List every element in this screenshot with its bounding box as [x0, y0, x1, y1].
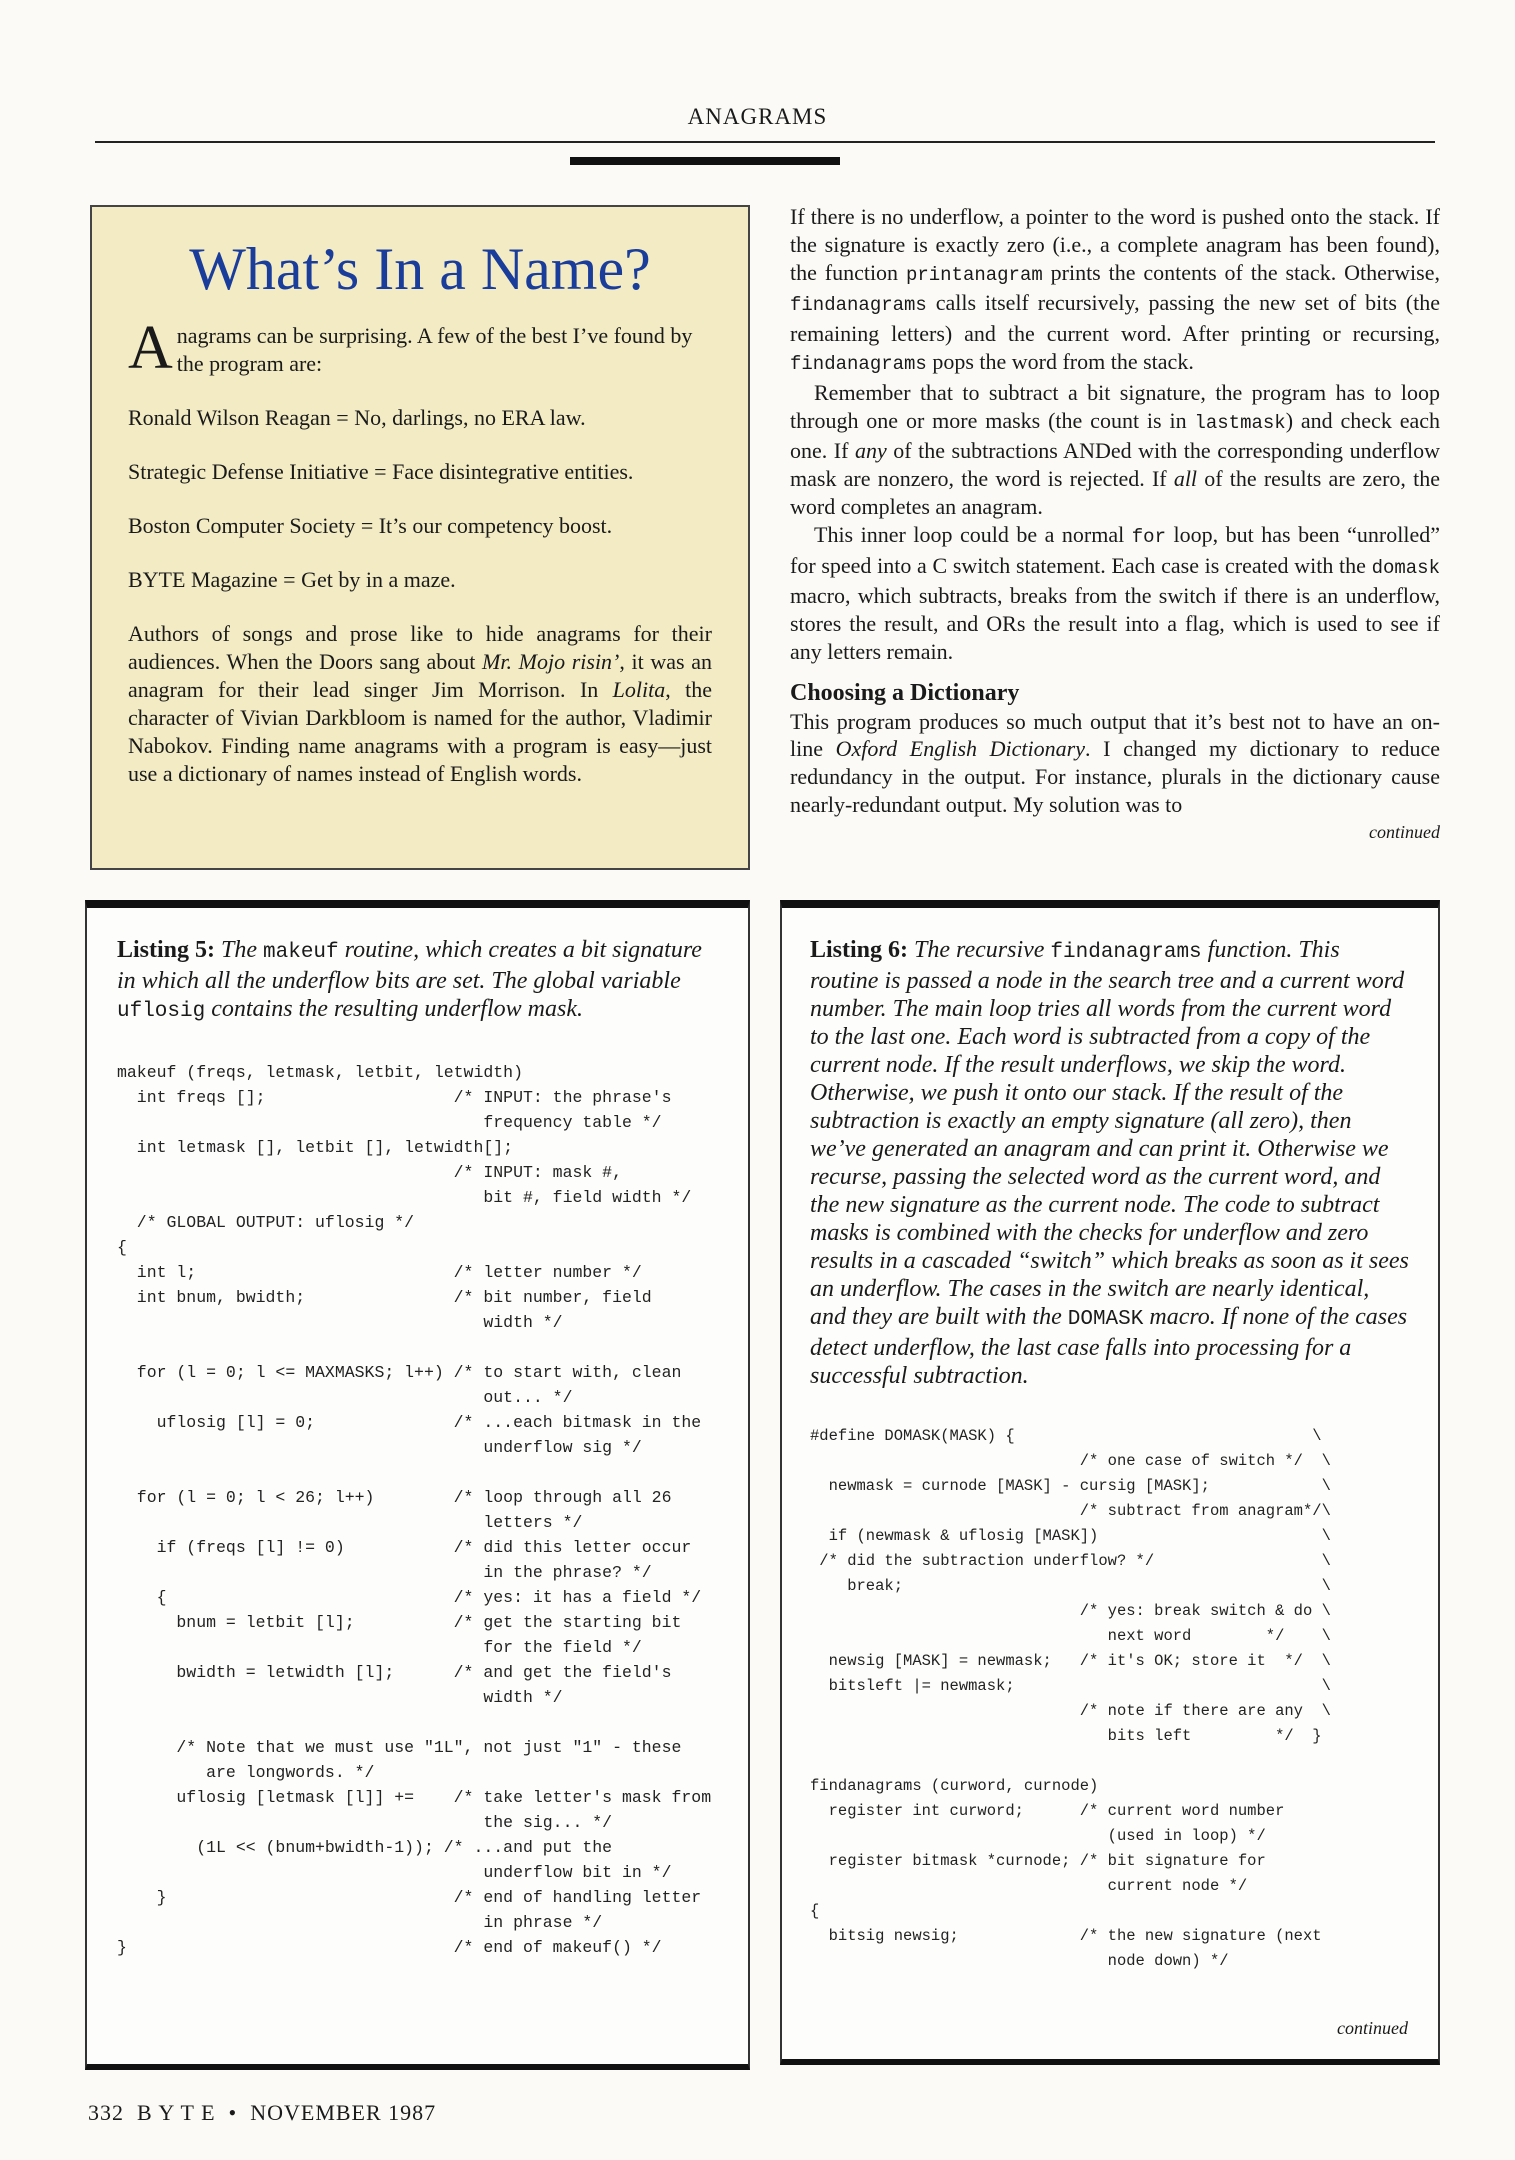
t: routine, which creates a bit signature in which all the underflow bits are set. The global variable: [117, 937, 702, 994]
article-paragraph: [790, 379, 1440, 521]
article-paragraph: [790, 708, 1440, 819]
code-term: findanagrams: [790, 294, 927, 317]
header-rule: [95, 141, 1435, 143]
t: pops the word from the stack.: [926, 348, 1194, 374]
listing-6-caption: [810, 936, 1410, 1390]
t: calls itself recursively, passing the new set of bits (the remaining letters) and the current word. After printing or recursing,: [790, 290, 1440, 347]
t: Lolita: [612, 677, 666, 702]
code-term: findanagrams: [790, 352, 927, 375]
t: If there is no underflow, a pointer to the word is pushed onto the stack. If the signature is exactly zero (i.e., a complete anagram has been found), the function: [790, 204, 1440, 285]
listing-5: [85, 900, 750, 2070]
t: Authors of songs and prose like to hide anagrams for their audiences. When the Doors sang about: [128, 621, 712, 674]
example-4: BYTE Magazine = Get by in a maze.: [128, 567, 456, 592]
code-term: lastmask: [1194, 411, 1286, 434]
article-paragraph: [790, 203, 1440, 379]
intro-text: nagrams can be surprising. A few of the best I’ve found by the program are:: [176, 323, 693, 376]
t: macro. If none of the cases detect underflow, the last case falls into processing for a successful subtraction.: [810, 1304, 1408, 1389]
code-term: DOMASK: [1067, 1308, 1144, 1331]
example-1: Ronald Wilson Reagan = No, darlings, no ERA law.: [128, 405, 586, 430]
sidebar-intro: [128, 314, 712, 382]
code-term: makeuf: [263, 941, 339, 964]
t: Mr. Mojo risin’: [482, 649, 620, 674]
code-term: findanagrams: [1050, 941, 1202, 964]
t: macro, which subtracts, breaks from the switch if there is an underflow, stores the result, and ORs the result into a flag, which is used to see if any letters remain.: [790, 583, 1440, 664]
article-paragraph: [790, 521, 1440, 666]
code-term: printanagram: [905, 263, 1043, 286]
listing-6-code: #define DOMASK(MASK) { \ /* one case of switch */ \ newmask = curnode [MASK] - cursig [MASK]; \ /* subtract from anagram*/\ if (newmask & uflosig [MASK]) \ /* did the subtraction underflow? */ \ break; \ /* yes: break switch & do \ next word */ \ newsig [MASK] = newmask; /* it's OK; store it */ \ bitsleft |= newmask; \ /* note if there are any \ bits left */ } findanagrams (curword, curnode) register int curword; /* current word number (used in loop) */ register bitmask *curnode; /* bit signature for current node */ { bitsig newsig; /* the new signature (next node down) */: [810, 1427, 1331, 1970]
header-bar: [570, 157, 840, 165]
section-header: ANAGRAMS: [687, 104, 828, 129]
listing-5-caption: [117, 936, 718, 1026]
page-footer: 332 B Y T E • NOVEMBER 1987: [88, 2100, 437, 2125]
listing-5-code: makeuf (freqs, letmask, letbit, letwidth) int freqs []; /* INPUT: the phrase's frequency table */ int letmask [], letbit [], letwidth[]; /* INPUT: mask #, bit #, field width */ /* GLOBAL OUTPUT: uflosig */ { int l; /* letter number */ int bnum, bwidth; /* bit number, field width */ for (l = 0; l <= MAXMASKS; l++) /* to start with, clean out... */ uflosig [l] = 0; /* ...each bitmask in the underflow sig */ for (l = 0; l < 26; l++) /* loop through all 26 letters */ if (freqs [l] != 0) /* did this letter occur in the phrase? */ { /* yes: it has a field */ bnum = letbit [l]; /* get the starting bit for the field */ bwidth = letwidth [l]; /* and get the field's width */ /* Note that we must use "1L", not just "1" - these are longwords. */ uflosig [letmask [l]] += /* take letter's mask from the sig... */ (1L << (bnum+bwidth-1)); /* ...and put the underflow bit in */ } /* end of handling letter in phrase */ } /* end of makeuf() */: [117, 1063, 712, 1957]
subheading: Choosing a Dictionary: [790, 679, 1020, 706]
code-term: for: [1131, 525, 1166, 548]
t: Remember that to subtract a bit signature, the program has to loop through one or more masks (the count is in: [790, 379, 1440, 433]
code-term: domask: [1371, 556, 1440, 579]
t: function. This routine is passed a node in the search tree and a current word number. The main loop tries all words from the current word to the last one. Each word is subtracted from a copy of the current node. If the result underflows, we skip the word. Otherwise, we push it onto our stack. If the result of the subtraction is exactly an empty signature (all zero), then we’ve generated an anagram and can print it. Otherwise we recurse, passing the selected word as the current word, and the new signature as the current node. The code to subtract masks is combined with the checks for underflow and zero results in a cascaded “switch” which breaks as soon as it sees an underflow. The cases in the switch are nearly identical, and they are built with the: [810, 937, 1409, 1330]
drop-cap: A: [128, 314, 173, 382]
t: contains the resulting underflow mask.: [205, 996, 583, 1022]
t: , it was an anagram for their lead singer Jim Morrison. In: [128, 649, 713, 702]
listing-6: [780, 900, 1440, 2065]
t: prints the contents of the stack. Otherwise,: [1042, 259, 1440, 285]
example-3: Boston Computer Society = It’s our competency boost.: [128, 513, 613, 538]
t: This program produces so much output that it’s best not to have an on-line: [790, 708, 1440, 762]
t: Oxford English Dictionary: [835, 736, 1085, 762]
article-column: [790, 203, 1440, 847]
t: any: [854, 438, 887, 464]
sidebar-closing: [128, 620, 712, 788]
t: The: [215, 937, 264, 963]
t: ) and check each one. If: [790, 407, 1440, 464]
sidebar-title: What’s In a Name?: [189, 236, 651, 302]
t: all: [1173, 466, 1198, 492]
continued-label: continued: [1369, 821, 1440, 842]
example-2: Strategic Defense Initiative = Face disintegrative entities.: [128, 459, 634, 484]
t: This inner loop could be a normal: [814, 521, 1132, 547]
t: The recursive: [908, 937, 1051, 963]
t: Listing 5:: [117, 937, 216, 963]
t: . I changed my dictionary to reduce redundancy in the output. For instance, plurals in the dictionary cause nearly-redundant output. My solution was to: [790, 736, 1440, 817]
code-term: uflosig: [117, 1000, 206, 1023]
t: of the subtractions ANDed with the corresponding underflow mask are nonzero, the word is rejected. If: [790, 438, 1440, 492]
t: , the character of Vivian Darkbloom is named for the author, Vladimir Nabokov. Finding name anagrams with a program is easy—just use a dictionary of names instead of English words.: [128, 677, 712, 786]
sidebar-box: [90, 205, 750, 870]
t: Listing 6:: [810, 937, 909, 963]
continued-label: continued: [1337, 2018, 1408, 2038]
t: loop, but has been “unrolled” for speed into a C switch statement. Each case is created with the: [790, 521, 1440, 578]
t: of the results are zero, the word completes an anagram.: [790, 466, 1440, 519]
